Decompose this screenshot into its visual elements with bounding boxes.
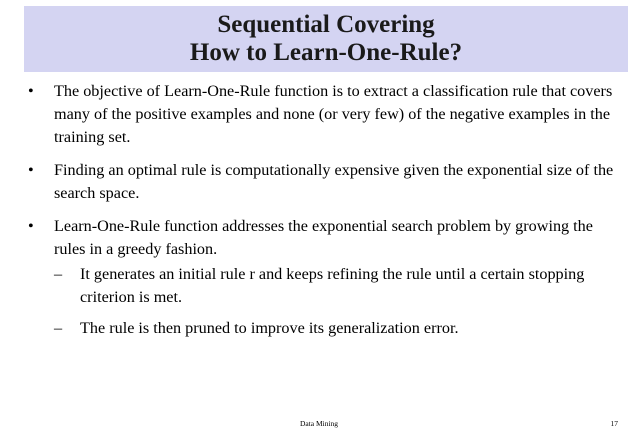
bullet-text: Finding an optimal rule is computationally expensive given the exponential size of the search space. bbox=[54, 161, 614, 202]
page-number: 17 bbox=[610, 419, 618, 428]
sub-bullet-item bbox=[54, 317, 624, 340]
footer-label: Data Mining bbox=[299, 419, 339, 428]
sub-bullet-item bbox=[54, 263, 624, 309]
slide-title: Sequential Covering bbox=[217, 11, 435, 38]
title-bar bbox=[24, 6, 628, 72]
sub-bullet-marker: – bbox=[54, 265, 63, 283]
bullet-item bbox=[28, 215, 624, 340]
sub-bullet-text: It generates an initial rule r and keeps refining the rule until a certain stopping criterion is met. bbox=[80, 265, 585, 306]
bullet-marker: • bbox=[28, 82, 34, 100]
slide-content bbox=[28, 80, 624, 350]
slide-subtitle: How to Learn-One-Rule? bbox=[189, 39, 463, 66]
bullet-marker: • bbox=[28, 161, 34, 179]
bullet-item bbox=[28, 159, 624, 205]
sub-bullet-marker: – bbox=[54, 319, 63, 337]
bullet-item bbox=[28, 80, 624, 149]
sub-bullet-list bbox=[54, 263, 624, 340]
bullet-marker: • bbox=[28, 217, 34, 235]
sub-bullet-text: The rule is then pruned to improve its generalization error. bbox=[80, 319, 459, 337]
bullet-text: Learn-One-Rule function addresses the exponential search problem by growing the rules in a greedy fashion. bbox=[54, 217, 593, 258]
bullet-text: The objective of Learn-One-Rule function is to extract a classification rule that covers many of the positive examples and none (or very few) of the negative examples in the training set. bbox=[54, 82, 613, 146]
